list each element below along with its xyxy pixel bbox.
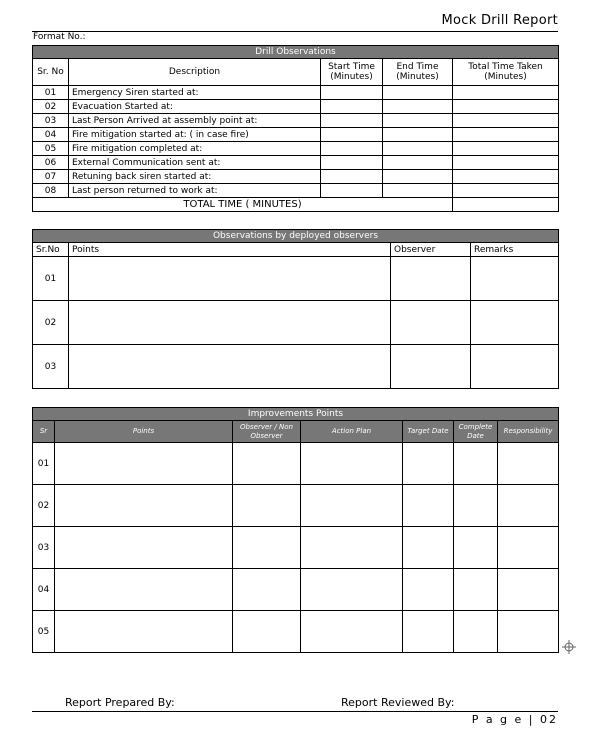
remarks-cell[interactable] [471,301,559,345]
col-sr: Sr [33,421,55,443]
total-time-cell[interactable] [453,128,559,142]
drill-observations-table [32,45,559,212]
action-plan-cell[interactable] [301,527,403,569]
points-cell[interactable] [55,611,233,653]
target-date-cell[interactable] [403,569,454,611]
row-sr: 02 [33,301,69,345]
col-responsibility: Responsibility [498,421,559,443]
target-date-cell[interactable] [403,611,454,653]
table-row [33,142,559,156]
row-sr: 01 [33,443,55,485]
row-sr: 04 [33,569,55,611]
end-time-cell[interactable] [383,114,453,128]
total-time-cell[interactable] [453,86,559,100]
observer-observations-title: Observations by deployed observers [33,230,559,243]
table-row [33,114,559,128]
table-row [33,86,559,100]
observer-observations-table [32,229,559,389]
table-row [33,184,559,198]
observer-cell[interactable] [391,301,471,345]
drill-observations-title: Drill Observations [33,46,559,59]
target-date-cell[interactable] [403,527,454,569]
row-sr: 01 [33,86,69,100]
responsibility-cell[interactable] [498,443,559,485]
report-prepared-by-label: Report Prepared By: [65,696,175,709]
report-title: Mock Drill Report [441,13,558,28]
end-time-cell[interactable] [383,170,453,184]
col-observer-non-observer: Observer / Non Observer [233,421,301,443]
action-plan-cell[interactable] [301,443,403,485]
table-row [33,257,559,301]
responsibility-cell[interactable] [498,527,559,569]
report-reviewed-by-label: Report Reviewed By: [341,696,455,709]
row-sr: 06 [33,156,69,170]
row-description: Retuning back siren started at: [69,170,321,184]
points-cell[interactable] [55,527,233,569]
improvement-points-table [32,407,559,653]
complete-date-cell[interactable] [454,569,498,611]
page-number: P a g e | 02 [471,713,558,726]
observer-cell[interactable] [391,345,471,389]
table-row [33,443,559,485]
col-points: Points [55,421,233,443]
responsibility-cell[interactable] [498,611,559,653]
row-sr: 07 [33,170,69,184]
end-time-cell[interactable] [383,128,453,142]
start-time-cell[interactable] [321,114,383,128]
col-observer: Observer [391,243,471,257]
col-remarks: Remarks [471,243,559,257]
row-sr: 02 [33,100,69,114]
row-description: External Communication sent at: [69,156,321,170]
total-time-label: TOTAL TIME ( MINUTES) [33,198,453,212]
total-time-cell[interactable] [453,184,559,198]
table-row [33,569,559,611]
end-time-cell[interactable] [383,100,453,114]
end-time-cell[interactable] [383,142,453,156]
row-description: Last Person Arrived at assembly point at: [69,114,321,128]
row-sr: 03 [33,114,69,128]
col-target-date: Target Date [403,421,454,443]
observer-cell[interactable] [233,527,301,569]
col-total-time: Total Time Taken (Minutes) [453,59,559,86]
start-time-cell[interactable] [321,86,383,100]
points-cell[interactable] [55,569,233,611]
total-time-cell[interactable] [453,100,559,114]
observer-cell[interactable] [233,569,301,611]
action-plan-cell[interactable] [301,569,403,611]
crosshair-icon [562,640,576,654]
end-time-cell[interactable] [383,86,453,100]
total-time-value-cell[interactable] [453,198,559,212]
total-time-cell[interactable] [453,170,559,184]
observer-cell[interactable] [233,611,301,653]
table-row [33,128,559,142]
footer-divider [32,711,558,712]
table-row [33,156,559,170]
col-description: Description [69,59,321,86]
title-divider [32,31,558,32]
row-sr: 08 [33,184,69,198]
start-time-cell[interactable] [321,170,383,184]
start-time-cell[interactable] [321,184,383,198]
row-sr: 04 [33,128,69,142]
points-cell[interactable] [55,443,233,485]
table-row [33,100,559,114]
responsibility-cell[interactable] [498,485,559,527]
col-points: Points [69,243,391,257]
complete-date-cell[interactable] [454,485,498,527]
row-sr: 05 [33,611,55,653]
observer-cell[interactable] [391,257,471,301]
row-sr: 03 [33,345,69,389]
remarks-cell[interactable] [471,257,559,301]
table-row [33,611,559,653]
total-time-cell[interactable] [453,156,559,170]
row-description: Fire mitigation started at: ( in case fire) [69,128,321,142]
col-sr-no: Sr. No [33,59,69,86]
end-time-cell[interactable] [383,156,453,170]
col-sr-no: Sr.No [33,243,69,257]
format-number-label: Format No.: [33,32,86,42]
points-cell[interactable] [69,301,391,345]
row-sr: 01 [33,257,69,301]
responsibility-cell[interactable] [498,569,559,611]
complete-date-cell[interactable] [454,611,498,653]
table-row [33,527,559,569]
total-row [33,198,559,212]
row-sr: 03 [33,527,55,569]
col-action-plan: Action Plan [301,421,403,443]
action-plan-cell[interactable] [301,611,403,653]
row-description: Emergency Siren started at: [69,86,321,100]
table-row [33,301,559,345]
start-time-cell[interactable] [321,128,383,142]
target-date-cell[interactable] [403,443,454,485]
start-time-cell[interactable] [321,142,383,156]
table-row [33,170,559,184]
row-description: Last person returned to work at: [69,184,321,198]
target-date-cell[interactable] [403,485,454,527]
row-description: Evacuation Started at: [69,100,321,114]
start-time-cell[interactable] [321,156,383,170]
start-time-cell[interactable] [321,100,383,114]
col-end-time: End Time (Minutes) [383,59,453,86]
end-time-cell[interactable] [383,184,453,198]
complete-date-cell[interactable] [454,443,498,485]
points-cell[interactable] [55,485,233,527]
table-row [33,345,559,389]
observer-cell[interactable] [233,443,301,485]
row-sr: 05 [33,142,69,156]
row-description: Fire mitigation completed at: [69,142,321,156]
observer-cell[interactable] [233,485,301,527]
total-time-cell[interactable] [453,114,559,128]
points-cell[interactable] [69,257,391,301]
row-sr: 02 [33,485,55,527]
remarks-cell[interactable] [471,345,559,389]
col-start-time: Start Time (Minutes) [321,59,383,86]
improvement-points-title: Improvements Points [33,408,559,421]
action-plan-cell[interactable] [301,485,403,527]
col-complete-date: Complete Date [454,421,498,443]
points-cell[interactable] [69,345,391,389]
total-time-cell[interactable] [453,142,559,156]
table-row [33,485,559,527]
complete-date-cell[interactable] [454,527,498,569]
